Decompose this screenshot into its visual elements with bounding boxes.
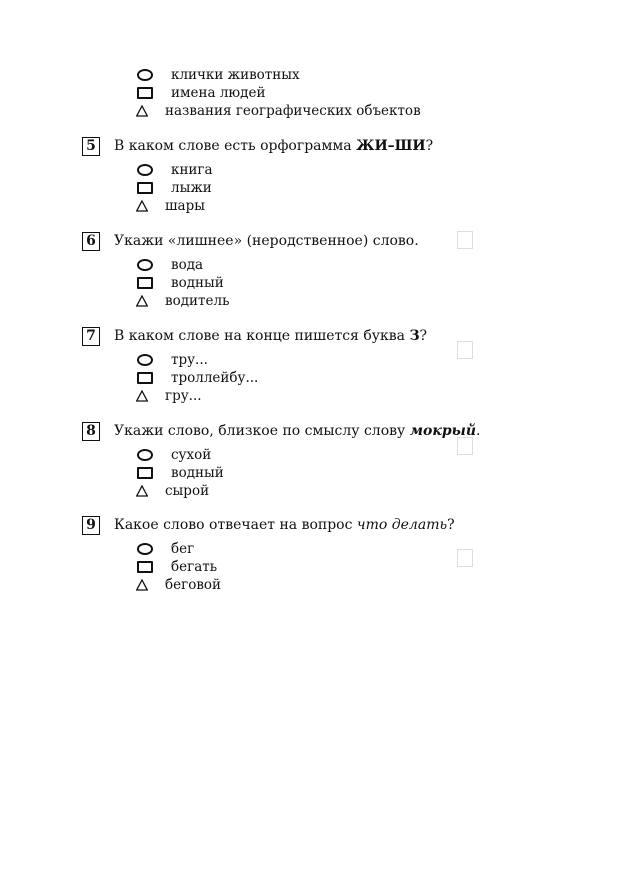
triangle-icon <box>136 390 148 402</box>
question-text: В каком слове есть орфограмма ЖИ–ШИ? <box>114 138 434 154</box>
q8-option-3 <box>136 482 209 500</box>
q7-option-2 <box>136 369 258 387</box>
square-icon <box>137 467 153 479</box>
option-label: бег <box>171 541 195 557</box>
intro-option-2 <box>136 84 265 102</box>
option-label: бегать <box>171 559 218 575</box>
question-number: 9 <box>82 516 100 535</box>
question-number: 6 <box>82 232 100 251</box>
q9-option-2 <box>136 558 217 576</box>
square-icon <box>137 372 153 384</box>
question-text: Укажи слово, близкое по смыслу слову мокрый. <box>114 423 481 439</box>
square-icon <box>137 182 153 194</box>
question-5 <box>82 136 433 156</box>
question-number: 5 <box>82 137 100 156</box>
question-text: В каком слове на конце пишется буква З? <box>114 328 428 344</box>
square-icon <box>137 277 153 289</box>
question-7 <box>82 326 427 346</box>
option-label: гру... <box>165 388 202 404</box>
q9-option-3 <box>136 576 221 594</box>
intro-option-1 <box>136 66 300 84</box>
triangle-icon <box>136 579 148 591</box>
option-label: клички животных <box>171 67 300 83</box>
circle-icon <box>137 164 153 176</box>
option-label: имена людей <box>171 85 266 101</box>
q8-option-1 <box>136 446 211 464</box>
circle-icon <box>137 354 153 366</box>
circle-icon <box>137 543 153 555</box>
option-label: книга <box>171 162 213 178</box>
q5-option-2 <box>136 179 212 197</box>
option-label: тру... <box>171 352 208 368</box>
triangle-icon <box>136 485 148 497</box>
q6-option-3 <box>136 292 229 310</box>
option-label: водный <box>171 465 224 481</box>
intro-option-3 <box>136 102 421 120</box>
question-number: 7 <box>82 327 100 346</box>
option-label: троллейбу... <box>171 370 259 386</box>
option-label: названия географических объектов <box>165 103 421 119</box>
question-number: 8 <box>82 422 100 441</box>
q6-option-2 <box>136 274 224 292</box>
circle-icon <box>137 69 153 81</box>
option-label: шары <box>165 198 205 214</box>
triangle-icon <box>136 295 148 307</box>
option-label: водный <box>171 275 224 291</box>
question-text: Какое слово отвечает на вопрос что делать? <box>114 517 455 533</box>
bleed-through-box <box>457 549 473 567</box>
bleed-through-box <box>457 231 473 249</box>
triangle-icon <box>136 200 148 212</box>
q6-option-1 <box>136 256 203 274</box>
q5-option-1 <box>136 161 213 179</box>
circle-icon <box>137 259 153 271</box>
bleed-through-box <box>457 341 473 359</box>
option-label: лыжи <box>171 180 212 196</box>
q9-option-1 <box>136 540 194 558</box>
circle-icon <box>137 449 153 461</box>
q7-option-1 <box>136 351 208 369</box>
triangle-icon <box>136 105 148 117</box>
q8-option-2 <box>136 464 224 482</box>
square-icon <box>137 561 153 573</box>
q7-option-3 <box>136 387 202 405</box>
square-icon <box>137 87 153 99</box>
option-label: сухой <box>171 447 212 463</box>
option-label: сырой <box>165 483 210 499</box>
option-label: водитель <box>165 293 230 309</box>
option-label: беговой <box>165 577 222 593</box>
question-text: Укажи «лишнее» (неродственное) слово. <box>114 233 419 249</box>
q5-option-3 <box>136 197 205 215</box>
question-9 <box>82 515 455 535</box>
question-8 <box>82 421 481 441</box>
question-6 <box>82 231 419 251</box>
option-label: вода <box>171 257 204 273</box>
